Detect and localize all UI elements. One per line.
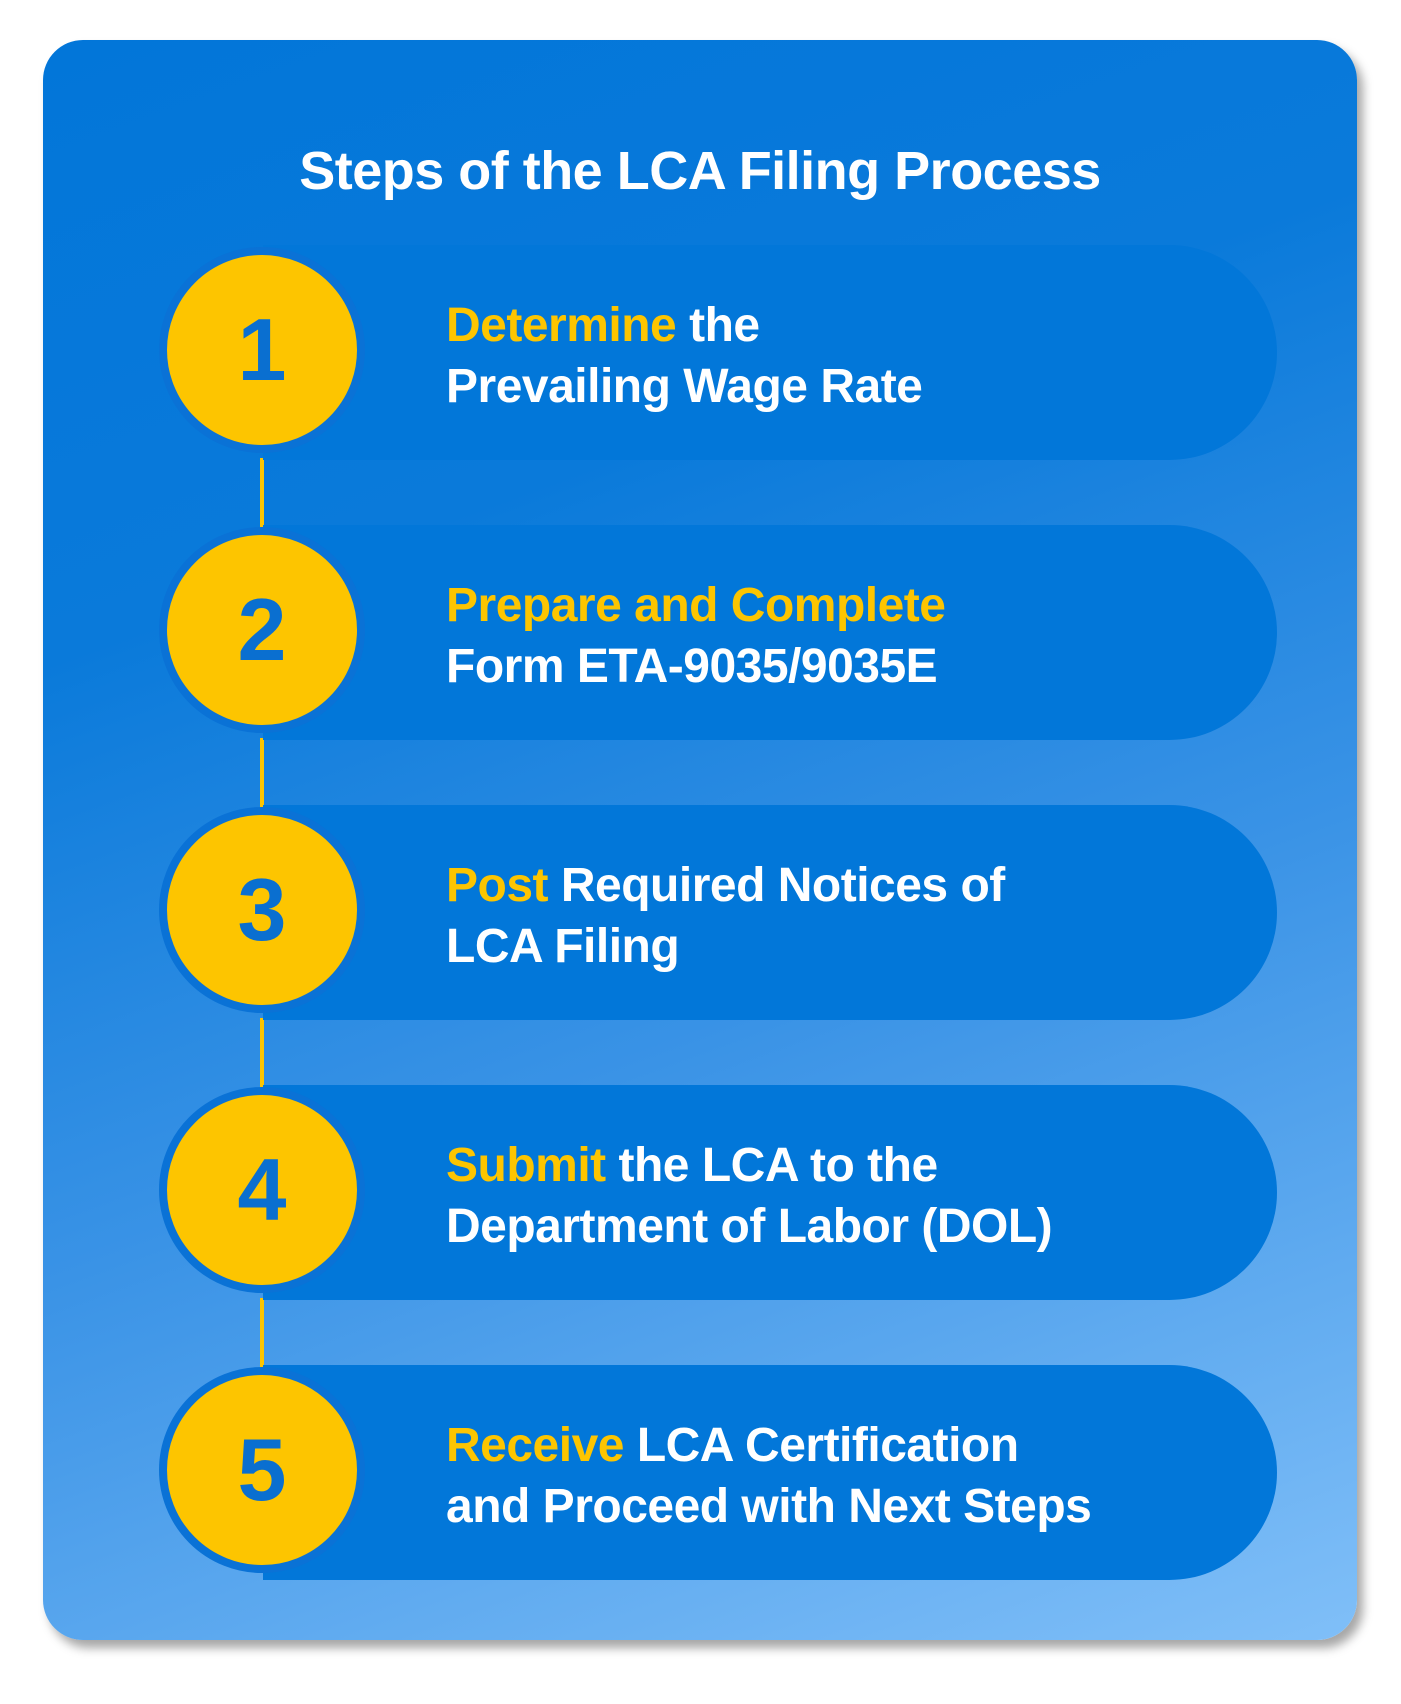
step-text — [446, 575, 1277, 697]
step-text — [446, 1415, 1277, 1537]
step-text — [446, 1135, 1277, 1257]
step-line2: Form ETA-9035/9035E — [446, 640, 938, 693]
connector-line — [260, 458, 264, 528]
step-highlight: Post — [446, 859, 549, 912]
step-rest: the LCA to the — [605, 1139, 938, 1192]
step-highlight: Determine — [446, 299, 677, 352]
step-text — [446, 855, 1277, 977]
step-1 — [43, 245, 1357, 460]
step-3 — [43, 805, 1357, 1020]
step-2 — [43, 525, 1357, 740]
page-title: Steps of the LCA Filing Process — [299, 141, 1101, 201]
step-number-badge: 3 — [159, 807, 365, 1013]
connector-line — [260, 1298, 264, 1368]
step-4 — [43, 1085, 1357, 1300]
step-rest: Required Notices of — [548, 859, 1005, 912]
step-line2: and Proceed with Next Steps — [446, 1480, 1092, 1533]
step-highlight: Prepare and Complete — [446, 579, 946, 632]
step-text — [446, 295, 1277, 417]
step-number-badge: 5 — [159, 1367, 365, 1573]
step-line2: Department of Labor (DOL) — [446, 1200, 1053, 1253]
step-highlight: Submit — [446, 1139, 606, 1192]
step-highlight: Receive — [446, 1419, 624, 1472]
connector-line — [260, 738, 264, 808]
step-number-badge: 1 — [159, 247, 365, 453]
connector-line — [260, 1018, 264, 1088]
step-line2: LCA Filing — [446, 920, 680, 973]
step-line2: Prevailing Wage Rate — [446, 360, 923, 413]
step-number-badge: 2 — [159, 527, 365, 733]
step-number-badge: 4 — [159, 1087, 365, 1293]
step-5 — [43, 1365, 1357, 1580]
step-rest: the — [676, 299, 760, 352]
lca-steps-card — [43, 40, 1357, 1640]
step-rest: LCA Certification — [623, 1419, 1019, 1472]
